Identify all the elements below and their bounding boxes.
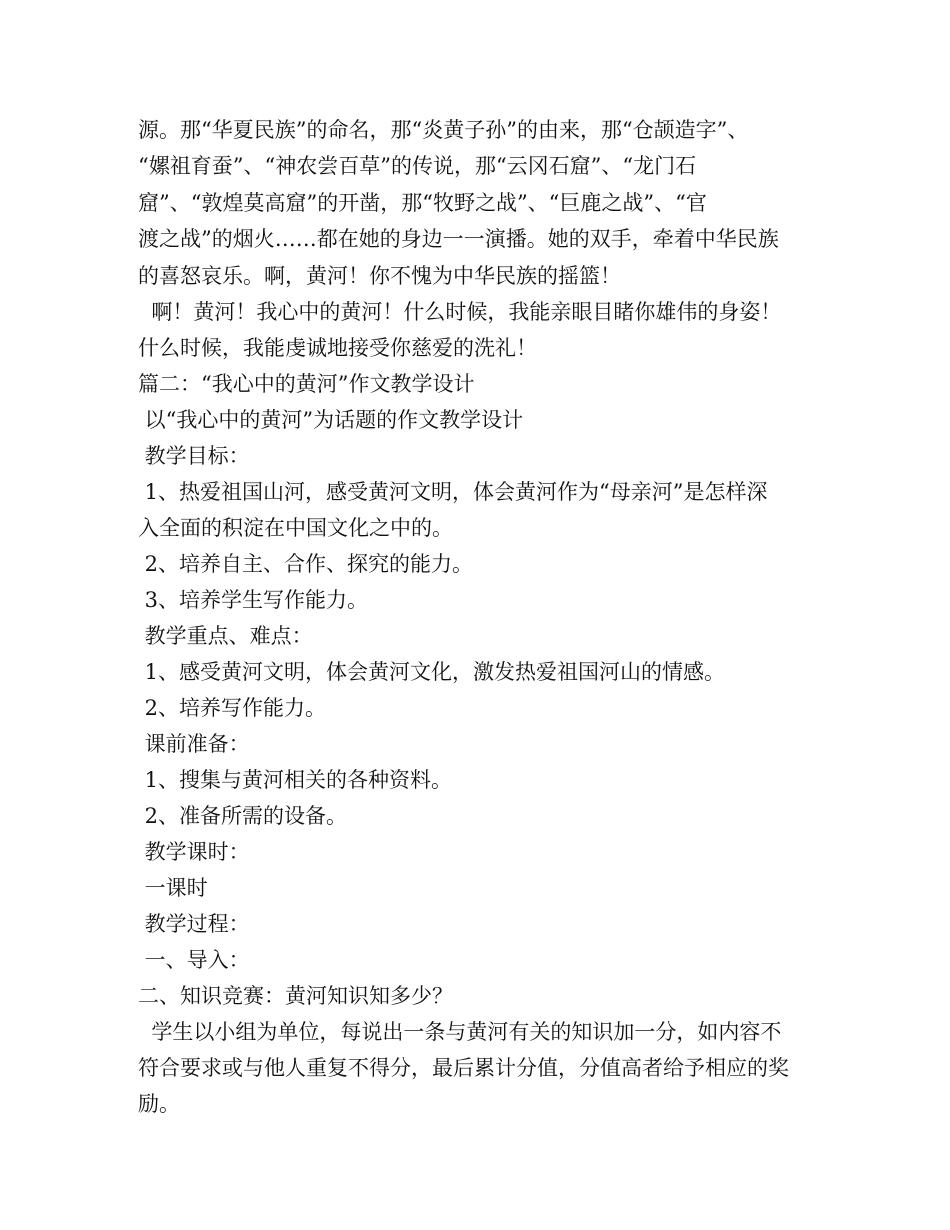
text-line: 2、培养自主、合作、探究的能力。: [138, 552, 474, 576]
text-line: 渡之战”的烟火……都在她的身边一一演播。她的双手，牵着中华民族: [138, 227, 779, 251]
text-line: 一课时: [138, 876, 208, 900]
text-line: 2、准备所需的设备。: [138, 804, 348, 828]
text-line: 教学目标：: [138, 444, 250, 468]
text-line: 1、搜集与黄河相关的各种资料。: [138, 768, 453, 792]
section-heading: 篇二：“我心中的黄河”作文教学设计: [138, 372, 475, 396]
text-line: 2、培养写作能力。: [138, 696, 327, 720]
text-line: 一、导入：: [138, 948, 250, 972]
text-line: 什么时候，我能虔诚地接受你慈爱的洗礼！: [138, 336, 537, 360]
text-line: 3、培养学生写作能力。: [138, 588, 369, 612]
text-line: “嫘祖育蚕”、“神农尝百草”的传说，那“云冈石窟”、“龙门石: [138, 154, 697, 178]
text-line: 窟”、“敦煌莫高窟”的开凿，那“牧野之战”、“巨鹿之战”、“官: [138, 191, 707, 215]
text-line: 1、感受黄河文明，体会黄河文化，激发热爱祖国河山的情感。: [138, 660, 726, 684]
text-line: 入全面的积淀在中国文化之中的。: [138, 516, 453, 540]
text-line: 的喜怒哀乐。啊，黄河！你不愧为中华民族的摇篮！: [138, 264, 621, 288]
text-line: 课前准备：: [138, 732, 250, 756]
text-line: 源。那“华夏民族”的命名，那“炎黄子孙”的由来，那“仓颉造字”、: [138, 118, 749, 142]
text-line: 教学过程：: [138, 912, 250, 936]
text-line: 啊！黄河！我心中的黄河！什么时候，我能亲眼目睹你雄伟的身姿！: [138, 300, 782, 324]
text-line: 1、热爱祖国山河，感受黄河文明，体会黄河作为“母亲河”是怎样深: [138, 480, 768, 504]
text-line: 励。: [138, 1092, 180, 1116]
text-line: 二、知识竞赛：黄河知识知多少？: [138, 984, 453, 1008]
text-line: 教学课时：: [138, 840, 250, 864]
text-line: 以“我心中的黄河”为话题的作文教学设计: [138, 408, 524, 432]
text-line: 学生以小组为单位，每说出一条与黄河有关的知识加一分，如内容不: [138, 1020, 782, 1044]
text-line: 符合要求或与他人重复不得分，最后累计分值，分值高者给予相应的奖: [138, 1056, 789, 1080]
text-line: 教学重点、难点：: [138, 624, 313, 648]
